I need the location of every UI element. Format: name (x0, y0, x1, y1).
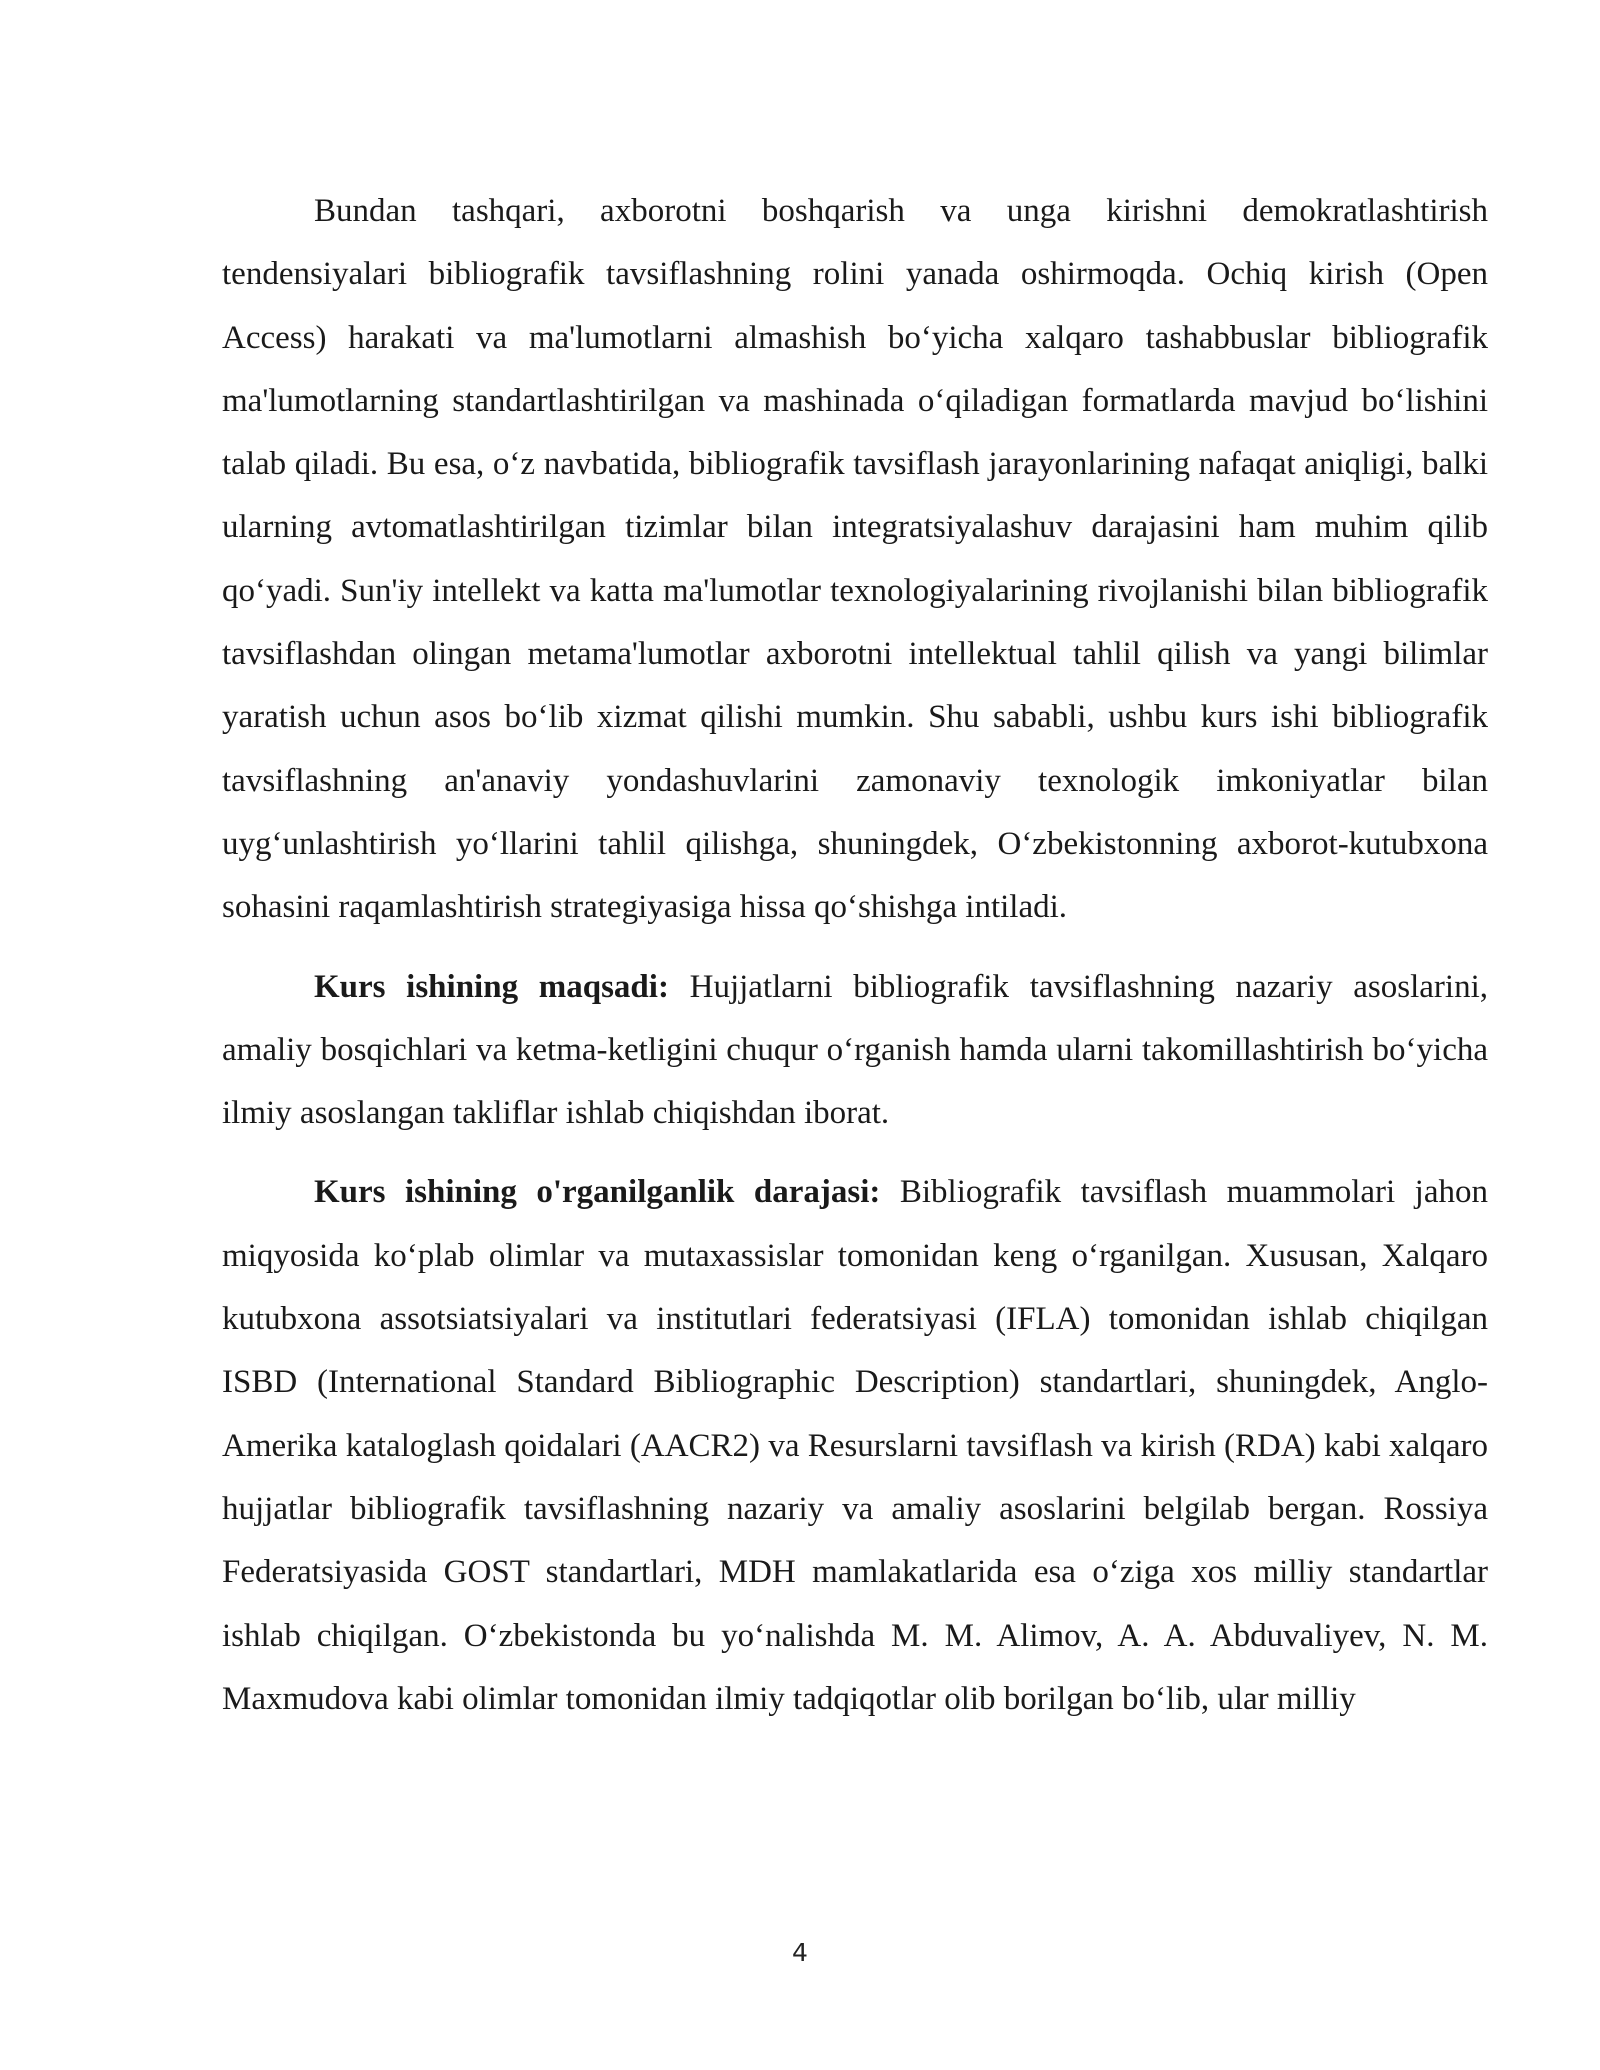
paragraph-intro-text: Bundan tashqari, axborotni boshqarish va unga kirishni demokratlashtirish tendensiyalari bibliografik tavsiflashning rolini yanada oshirmoqda. Ochiq kirish (Open Access) harakati va ma'lumotlarni almashish bo‘yicha xalqaro tashabbuslar bibliografik ma'lumotlarning standartlashtirilgan va mashinada o‘qiladigan formatlarda mavjud bo‘lishini talab qiladi. Bu esa, o‘z navbatida, bibliografik tavsiflash jarayonlarining nafaqat aniqligi, balki ularning avtomatlashtirilgan tizimlar bilan integratsiyalashuv darajasini ham muhim qilib qo‘yadi. Sun'iy intellekt va katta ma'lumotlar texnologiyalarining rivojlanishi bilan bibliografik tavsiflashdan olingan metama'lumotlar axborotni intellektual tahlil qilish va yangi bilimlar yaratish uchun asos bo‘lib xizmat qilishi mumkin. Shu sababli, ushbu kurs ishi bibliografik tavsiflashning an'anaviy yondashuvlarini zamonaviy texnologik imkoniyatlar bilan uyg‘unlashtirish yo‘llarini tahlil qilishga, shuningdek, O‘zbekistonning axborot-kutubxona sohasini raqamlashtirish strategiyasiga hissa qo‘shishga intiladi. (222, 193, 1488, 926)
goal-text: Hujjatlarni bibliografik tavsiflashning nazariy asoslarini, amaliy bosqichlari va ketma-ketligini chuqur o‘rganish hamda ularni takomillashtirish bo‘yicha ilmiy asoslangan takliflar ishlab chiqishdan iborat. (222, 968, 1488, 1132)
page-body (222, 180, 1488, 1731)
study-level-heading: Kurs ishining o'rganilganlik darajasi: (314, 1174, 881, 1211)
page-number: 4 (792, 1938, 808, 1967)
paragraph-goal (222, 956, 1488, 1146)
goal-heading: Kurs ishining maqsadi: (314, 968, 669, 1005)
paragraph-study-level (222, 1161, 1488, 1731)
study-level-text: Bibliografik tavsiflash muammolari jahon miqyosida ko‘plab olimlar va mutaxassislar tomonidan keng o‘rganilgan. Xususan, Xalqaro kutubxona assotsiatsiyalari va institutlari federatsiyasi (IFLA) tomonidan ishlab chiqilgan ISBD (International Standard Bibliographic Description) standartlari, shuningdek, Anglo-Amerika kataloglash qoidalari (AACR2) va Resurslarni tavsiflash va kirish (RDA) kabi xalqaro hujjatlar bibliografik tavsiflashning nazariy va amaliy asoslarini belgilab bergan. Rossiya Federatsiyasida GOST standartlari, MDH mamlakatlarida esa o‘ziga xos milliy standartlar ishlab chiqilgan. O‘zbekistonda bu yo‘nalishda M. M. Alimov, A. A. Abduvaliyev, N. M. Maxmudova kabi olimlar tomonidan ilmiy tadqiqotlar olib borilgan bo‘lib, ular milliy (222, 1174, 1488, 1717)
paragraph-intro (222, 180, 1488, 940)
